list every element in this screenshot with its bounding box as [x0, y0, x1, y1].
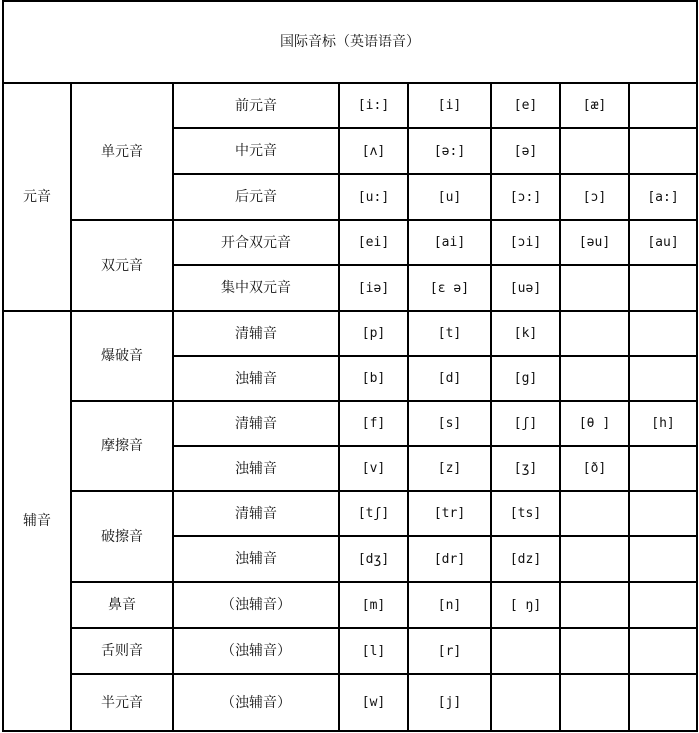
ipa-symbol: [w] — [339, 674, 408, 731]
ipa-symbol — [560, 265, 629, 311]
row-label: 清辅音 — [173, 311, 339, 356]
ipa-symbol — [629, 83, 697, 128]
ipa-symbol: [ɔ] — [560, 174, 629, 220]
ipa-symbol — [629, 491, 697, 536]
ipa-symbol: [əu] — [560, 220, 629, 265]
ipa-symbol — [560, 628, 629, 674]
category-vowels: 元音 — [3, 83, 71, 311]
ipa-symbol: [dz] — [491, 536, 560, 582]
ipa-symbol: [dr] — [408, 536, 491, 582]
row-label: 清辅音 — [173, 401, 339, 446]
ipa-symbol: [k] — [491, 311, 560, 356]
ipa-symbol — [560, 311, 629, 356]
ipa-symbol: [d] — [408, 356, 491, 401]
ipa-symbol: [ə] — [491, 128, 560, 174]
row-label: （浊辅音） — [173, 582, 339, 628]
ipa-symbol: [i] — [408, 83, 491, 128]
ipa-symbol — [560, 128, 629, 174]
ipa-symbol: [p] — [339, 311, 408, 356]
ipa-symbol: [m] — [339, 582, 408, 628]
ipa-symbol: [ð] — [560, 446, 629, 491]
subcategory-plosives: 爆破音 — [71, 311, 173, 401]
ipa-symbol — [629, 446, 697, 491]
ipa-symbol — [560, 491, 629, 536]
ipa-symbol: [f] — [339, 401, 408, 446]
ipa-symbol: [v] — [339, 446, 408, 491]
ipa-symbol — [629, 128, 697, 174]
ipa-symbol: [l] — [339, 628, 408, 674]
row-label: 清辅音 — [173, 491, 339, 536]
ipa-symbol: [b] — [339, 356, 408, 401]
ipa-symbol: [ʃ] — [491, 401, 560, 446]
row-label: 开合双元音 — [173, 220, 339, 265]
ipa-symbol: [u:] — [339, 174, 408, 220]
ipa-symbol: [ei] — [339, 220, 408, 265]
ipa-symbol: [ə:] — [408, 128, 491, 174]
ipa-symbol: [u] — [408, 174, 491, 220]
ipa-symbol: [a:] — [629, 174, 697, 220]
row-label: 集中双元音 — [173, 265, 339, 311]
ipa-symbol: [g] — [491, 356, 560, 401]
ipa-symbol — [560, 356, 629, 401]
ipa-symbol: [j] — [408, 674, 491, 731]
ipa-symbol — [491, 628, 560, 674]
ipa-symbol: [iə] — [339, 265, 408, 311]
row-label: 后元音 — [173, 174, 339, 220]
ipa-symbol: [ɛ ə] — [408, 265, 491, 311]
ipa-symbol: [uə] — [491, 265, 560, 311]
ipa-symbol: [θ ] — [560, 401, 629, 446]
subcategory-fricatives: 摩擦音 — [71, 401, 173, 491]
ipa-symbol: [ai] — [408, 220, 491, 265]
ipa-symbol: [r] — [408, 628, 491, 674]
ipa-symbol: [h] — [629, 401, 697, 446]
ipa-symbol: [s] — [408, 401, 491, 446]
row-label: 前元音 — [173, 83, 339, 128]
ipa-symbol: [t] — [408, 311, 491, 356]
subcategory-nasals: 鼻音 — [71, 582, 173, 628]
subcategory-monophthongs: 单元音 — [71, 83, 173, 220]
row-label: 中元音 — [173, 128, 339, 174]
ipa-symbol — [629, 356, 697, 401]
ipa-symbol: [ts] — [491, 491, 560, 536]
row-label: （浊辅音） — [173, 674, 339, 731]
ipa-symbol — [629, 536, 697, 582]
ipa-symbol: [z] — [408, 446, 491, 491]
ipa-symbol — [560, 536, 629, 582]
ipa-symbol — [560, 674, 629, 731]
subcategory-semivowels: 半元音 — [71, 674, 173, 731]
ipa-symbol: [au] — [629, 220, 697, 265]
ipa-symbol: [ɔi] — [491, 220, 560, 265]
ipa-symbol: [tr] — [408, 491, 491, 536]
ipa-symbol: [tʃ] — [339, 491, 408, 536]
ipa-symbol — [560, 582, 629, 628]
ipa-symbol: [ ŋ] — [491, 582, 560, 628]
ipa-symbol — [629, 628, 697, 674]
row-label: 浊辅音 — [173, 446, 339, 491]
subcategory-lateral: 舌则音 — [71, 628, 173, 674]
subcategory-affricates: 破擦音 — [71, 491, 173, 582]
ipa-symbol: [i:] — [339, 83, 408, 128]
chart-title: 国际音标（英语语音） — [3, 1, 697, 83]
ipa-symbol: [æ] — [560, 83, 629, 128]
row-label: 浊辅音 — [173, 356, 339, 401]
subcategory-diphthongs: 双元音 — [71, 220, 173, 311]
ipa-symbol: [ɔ:] — [491, 174, 560, 220]
ipa-symbol — [629, 582, 697, 628]
ipa-symbol: [n] — [408, 582, 491, 628]
row-label: 浊辅音 — [173, 536, 339, 582]
ipa-symbol: [dʒ] — [339, 536, 408, 582]
ipa-symbol — [629, 265, 697, 311]
ipa-symbol: [e] — [491, 83, 560, 128]
ipa-chart-table — [2, 0, 698, 732]
category-consonants: 辅音 — [3, 311, 71, 731]
ipa-symbol: [ʌ] — [339, 128, 408, 174]
ipa-symbol — [629, 311, 697, 356]
ipa-symbol — [491, 674, 560, 731]
ipa-symbol: [ʒ] — [491, 446, 560, 491]
row-label: （浊辅音） — [173, 628, 339, 674]
ipa-symbol — [629, 674, 697, 731]
